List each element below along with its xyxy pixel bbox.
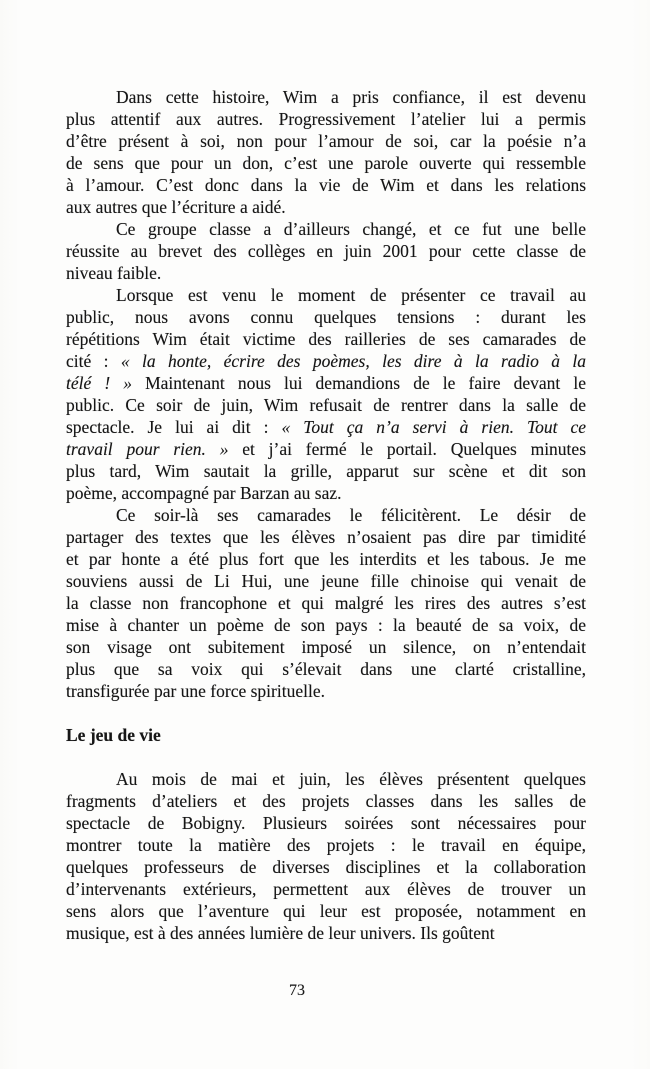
text-segment: Le jeu de vie — [66, 725, 161, 745]
text-line — [66, 614, 586, 636]
text-segment: répétitions Wim était victime des railleries de ses camarades de — [66, 329, 586, 349]
paragraph — [66, 218, 586, 284]
text-line — [66, 482, 586, 504]
text-line — [66, 262, 586, 284]
text-line — [66, 570, 586, 592]
text-line — [66, 284, 586, 306]
text-segment: public, nous avons connu quelques tensions : durant les — [66, 307, 586, 327]
text-segment: Maintenant nous lui demandions de le faire devant le — [132, 373, 586, 393]
text-line — [66, 790, 586, 812]
text-line — [66, 152, 586, 174]
text-line — [66, 548, 586, 570]
paragraph — [66, 504, 586, 702]
text-line — [66, 350, 586, 372]
text-segment: et par honte a été plus fort que les interdits et les tabous. Je me — [66, 549, 586, 569]
text-block — [66, 86, 586, 944]
text-segment: cité : — [66, 351, 121, 371]
text-line — [66, 812, 586, 834]
text-line — [66, 218, 586, 240]
text-segment: Ce soir-là ses camarades le félicitèrent. Le désir de — [116, 505, 586, 525]
italic-text-segment: « Tout ça n’a servi à rien. Tout ce — [281, 417, 586, 437]
text-segment: spectacle. Je lui ai dit : — [66, 417, 282, 437]
text-line — [66, 724, 586, 746]
italic-text-segment: télé ! » — [66, 373, 132, 393]
text-segment: transfigurée par une force spirituelle. — [66, 681, 325, 701]
text-line — [66, 240, 586, 262]
text-segment: mise à chanter un poème de son pays : la beauté de sa voix, de — [66, 615, 586, 635]
text-segment: musique, est à des années lumière de leur univers. Ils goûtent — [66, 923, 495, 943]
text-segment: plus que sa voix qui s’élevait dans une clarté cristalline, — [66, 659, 586, 679]
paragraph — [66, 284, 586, 504]
text-segment: Lorsque est venu le moment de présenter ce travail au — [116, 285, 586, 305]
text-segment: fragments d’ateliers et des projets classes dans les salles de — [66, 791, 586, 811]
page-number: 73 — [289, 982, 305, 999]
text-line — [66, 328, 586, 350]
text-segment: quelques professeurs de diverses disciplines et la collaboration — [66, 857, 586, 877]
text-line — [66, 438, 586, 460]
text-line — [66, 856, 586, 878]
text-line — [66, 372, 586, 394]
text-line — [66, 636, 586, 658]
text-segment: et j’ai fermé le portail. Quelques minutes — [228, 439, 586, 459]
paragraph — [66, 768, 586, 944]
text-line — [66, 108, 586, 130]
text-line — [66, 460, 586, 482]
text-line — [66, 526, 586, 548]
text-line — [66, 86, 586, 108]
text-line — [66, 592, 586, 614]
text-segment: d’être présent à soi, non pour l’amour de soi, car la poésie n’a — [66, 131, 586, 151]
text-segment: plus tard, Wim sautait la grille, apparut sur scène et dit son — [66, 461, 586, 481]
text-line — [66, 416, 586, 438]
section-heading — [66, 724, 586, 746]
text-segment: son visage ont subitement imposé un silence, on n’entendait — [66, 637, 586, 657]
text-segment: niveau faible. — [66, 263, 162, 283]
text-line — [66, 768, 586, 790]
text-line — [66, 878, 586, 900]
text-segment: Ce groupe classe a d’ailleurs changé, et ce fut une belle — [116, 219, 586, 239]
text-segment: partager des textes que les élèves n’osaient pas dire par timidité — [66, 527, 586, 547]
text-segment: de sens que pour un don, c’est une parole ouverte qui ressemble — [66, 153, 586, 173]
text-segment: à l’amour. C’est donc dans la vie de Wim et dans les relations — [66, 175, 586, 195]
text-segment: d’intervenants extérieurs, permettent aux élèves de trouver un — [66, 879, 586, 899]
text-segment: la classe non francophone et qui malgré les rires des autres s’est — [66, 593, 586, 613]
paragraph — [66, 86, 586, 218]
text-segment: poème, accompagné par Barzan au saz. — [66, 483, 342, 503]
text-line — [66, 658, 586, 680]
italic-text-segment: « la honte, écrire des poèmes, les dire à la radio à la — [120, 351, 586, 371]
text-line — [66, 306, 586, 328]
text-segment: sens alors que l’aventure qui leur est proposée, notamment en — [66, 901, 586, 921]
text-segment: spectacle de Bobigny. Plusieurs soirées sont nécessaires pour — [66, 813, 586, 833]
text-segment: public. Ce soir de juin, Wim refusait de rentrer dans la salle de — [66, 395, 586, 415]
text-segment: aux autres que l’écriture a aidé. — [66, 197, 286, 217]
text-line — [66, 900, 586, 922]
text-segment: réussite au brevet des collèges en juin 2001 pour cette classe de — [66, 241, 586, 261]
italic-text-segment: travail pour rien. » — [66, 439, 229, 459]
text-segment: Dans cette histoire, Wim a pris confiance, il est devenu — [116, 87, 586, 107]
text-line — [66, 394, 586, 416]
text-line — [66, 922, 586, 944]
text-line — [66, 174, 586, 196]
text-segment: Au mois de mai et juin, les élèves présentent quelques — [116, 769, 586, 789]
text-line — [66, 504, 586, 526]
text-segment: souviens aussi de Li Hui, une jeune fille chinoise qui venait de — [66, 571, 586, 591]
text-line — [66, 834, 586, 856]
text-line — [66, 680, 586, 702]
text-segment: montrer toute la matière des projets : le travail en équipe, — [66, 835, 586, 855]
text-line — [66, 196, 586, 218]
text-segment: plus attentif aux autres. Progressivement l’atelier lui a permis — [66, 109, 586, 129]
text-line — [66, 130, 586, 152]
